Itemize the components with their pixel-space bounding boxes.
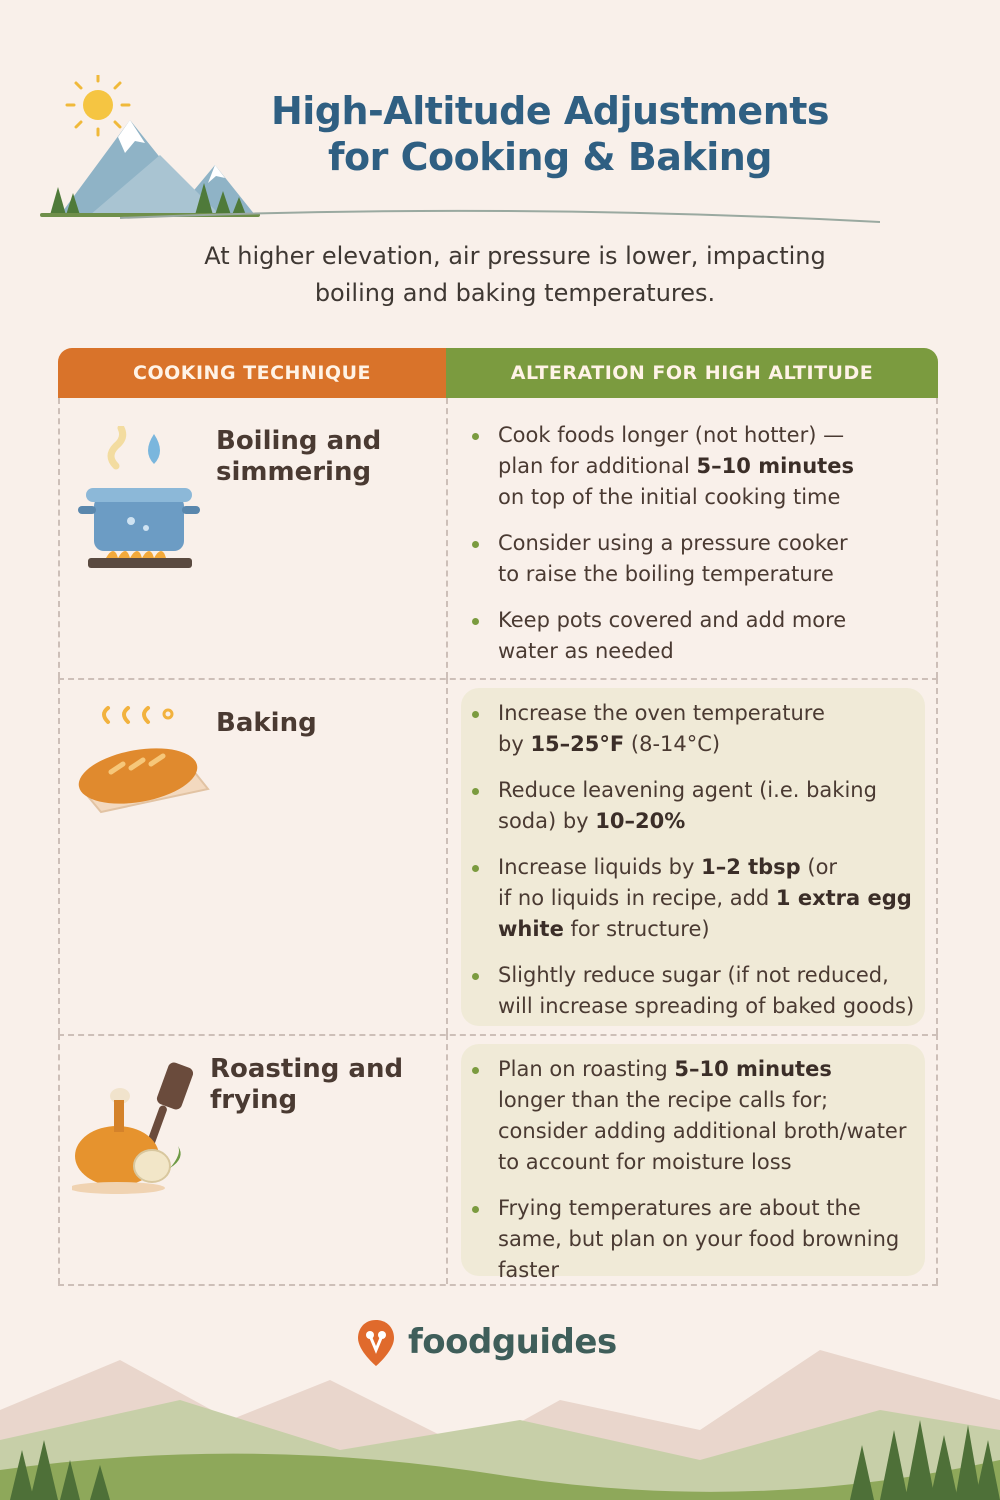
adjustments-table	[58, 348, 938, 1282]
title-line-1: High-Altitude Adjustments	[270, 89, 830, 133]
list-item: Increase liquids by 1–2 tbsp (or if no liquids in recipe, add 1 extra egg white for structure)	[470, 852, 930, 945]
list-item: Cook foods longer (not hotter) — plan for additional 5–10 minutes on top of the initial cooking time	[470, 420, 930, 513]
intro-text	[100, 238, 930, 312]
list-item: Consider using a pressure cooker to raise the boiling temperature	[470, 528, 930, 590]
tips-list-boiling	[470, 420, 930, 682]
technique-name-boiling: Boiling and simmering	[216, 426, 382, 487]
foodguides-logo-icon	[356, 1318, 396, 1368]
mountain-landscape-illustration	[0, 1340, 1000, 1500]
header-cooking-technique: COOKING TECHNIQUE	[58, 348, 446, 398]
title-underline	[120, 200, 880, 230]
list-item: Reduce leavening agent (i.e. baking soda) by 10–20%	[470, 775, 930, 837]
title-line-2: for Cooking & Baking	[327, 135, 772, 179]
intro-line-2: boiling and baking temperatures.	[314, 279, 716, 307]
page-title	[210, 88, 890, 180]
list-item: Frying temperatures are about the same, but plan on your food browning faster	[470, 1193, 930, 1286]
list-item: Slightly reduce sugar (if not reduced, will increase spreading of baked goods)	[470, 960, 930, 1022]
roast-chicken-spatula-icon	[72, 1056, 212, 1196]
tips-list-baking	[470, 698, 930, 1037]
pot-on-stove-icon	[76, 426, 206, 576]
technique-name-baking: Baking	[216, 708, 317, 738]
bread-loaf-icon	[76, 704, 211, 814]
technique-name-roasting: Roasting and frying	[210, 1054, 404, 1115]
table-row-roasting	[58, 1034, 938, 1286]
intro-line-1: At higher elevation, air pressure is lower, impacting	[204, 242, 826, 270]
header-alteration: ALTERATION FOR HIGH ALTITUDE	[446, 348, 938, 398]
list-item: Keep pots covered and add more water as needed	[470, 605, 930, 667]
sun-icon	[67, 75, 129, 135]
list-item: Increase the oven temperature by 15–25°F (8-14°C)	[470, 698, 930, 760]
brand-name: foodguides	[408, 1322, 617, 1362]
table-header	[58, 348, 938, 398]
tips-list-roasting	[470, 1054, 930, 1301]
list-item: Plan on roasting 5–10 minutes longer than the recipe calls for; consider adding additional broth/water to account for moisture loss	[470, 1054, 930, 1178]
table-row-boiling	[58, 398, 938, 680]
table-row-baking	[58, 678, 938, 1036]
